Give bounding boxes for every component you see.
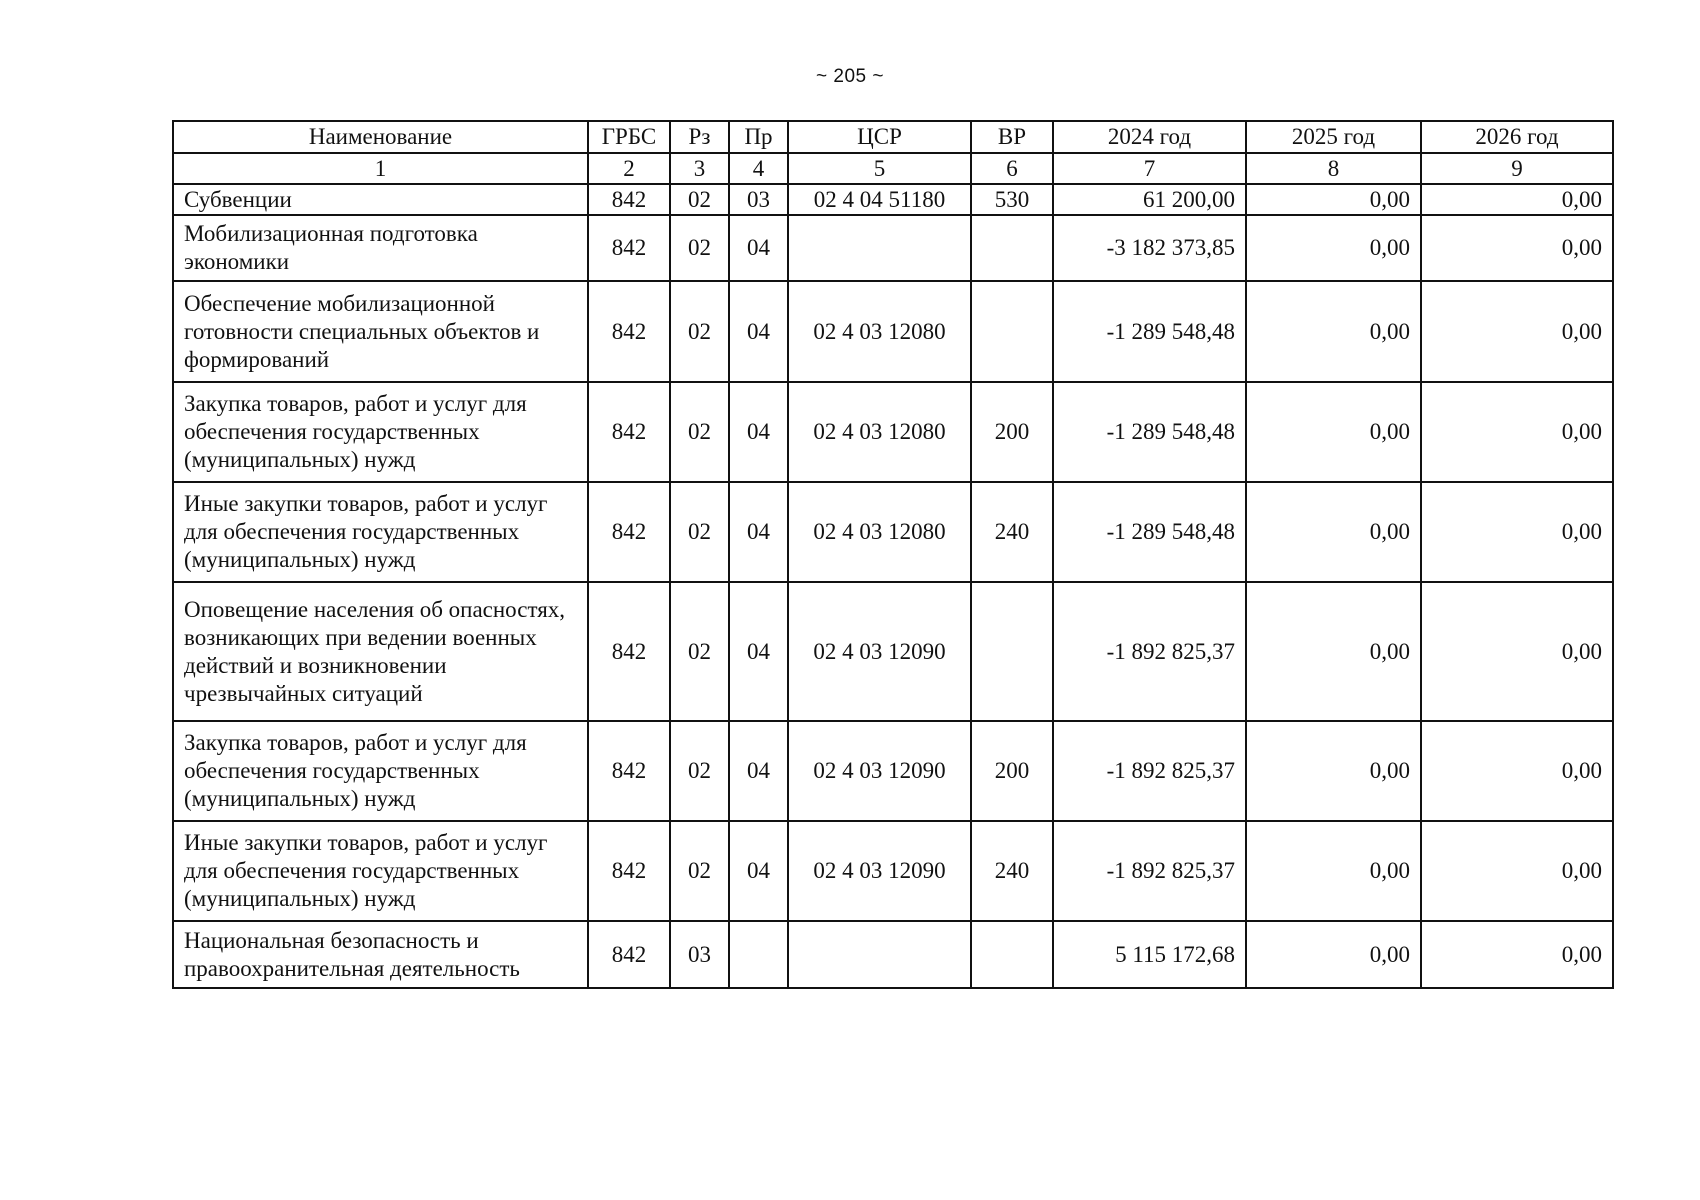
- table-row: [173, 821, 1613, 921]
- column-number: 1: [173, 153, 588, 184]
- table-row: [173, 281, 1613, 382]
- cell-grbs: 842: [588, 281, 670, 382]
- header-grbs: ГРБС: [588, 121, 670, 153]
- cell-csr: 02 4 03 12090: [788, 582, 971, 721]
- cell-name: Оповещение населения об опасностях, возникающих при ведении военных действий и возникновении чрезвычайных ситуаций: [173, 582, 588, 721]
- table-row: [173, 482, 1613, 582]
- cell-2026: 0,00: [1421, 921, 1613, 988]
- cell-2026: 0,00: [1421, 482, 1613, 582]
- cell-2025: 0,00: [1246, 921, 1421, 988]
- cell-rz: 03: [670, 921, 729, 988]
- cell-rz: 02: [670, 482, 729, 582]
- cell-name: Субвенции: [173, 184, 588, 215]
- cell-csr: 02 4 04 51180: [788, 184, 971, 215]
- cell-2026: 0,00: [1421, 281, 1613, 382]
- cell-grbs: 842: [588, 721, 670, 821]
- cell-rz: 02: [670, 215, 729, 281]
- cell-name: Национальная безопасность и правоохранительная деятельность: [173, 921, 588, 988]
- cell-pr: 04: [729, 215, 788, 281]
- cell-rz: 02: [670, 582, 729, 721]
- table-row: [173, 921, 1613, 988]
- cell-rz: 02: [670, 184, 729, 215]
- cell-vr: [971, 281, 1053, 382]
- cell-grbs: 842: [588, 215, 670, 281]
- column-number: 8: [1246, 153, 1421, 184]
- cell-2024: 5 115 172,68: [1053, 921, 1246, 988]
- cell-grbs: 842: [588, 821, 670, 921]
- cell-2024: -1 892 825,37: [1053, 821, 1246, 921]
- table-row: [173, 382, 1613, 482]
- cell-csr: 02 4 03 12090: [788, 821, 971, 921]
- cell-name: Закупка товаров, работ и услуг для обеспечения государственных (муниципальных) нужд: [173, 721, 588, 821]
- cell-vr: 200: [971, 721, 1053, 821]
- cell-2025: 0,00: [1246, 184, 1421, 215]
- cell-pr: [729, 921, 788, 988]
- header-name: Наименование: [173, 121, 588, 153]
- cell-pr: 04: [729, 382, 788, 482]
- column-number: 5: [788, 153, 971, 184]
- cell-name: Иные закупки товаров, работ и услуг для обеспечения государственных (муниципальных) нужд: [173, 482, 588, 582]
- table-row: [173, 184, 1613, 215]
- header-csr: ЦСР: [788, 121, 971, 153]
- table-row: [173, 215, 1613, 281]
- cell-rz: 02: [670, 382, 729, 482]
- table-row: [173, 721, 1613, 821]
- column-number-row: [173, 153, 1613, 184]
- cell-2024: -1 289 548,48: [1053, 482, 1246, 582]
- header-rz: Рз: [670, 121, 729, 153]
- cell-pr: 03: [729, 184, 788, 215]
- cell-csr: [788, 215, 971, 281]
- column-number: 3: [670, 153, 729, 184]
- cell-pr: 04: [729, 482, 788, 582]
- header-row: [173, 121, 1613, 153]
- cell-2025: 0,00: [1246, 215, 1421, 281]
- cell-2024: -1 892 825,37: [1053, 721, 1246, 821]
- cell-2026: 0,00: [1421, 721, 1613, 821]
- cell-csr: 02 4 03 12080: [788, 382, 971, 482]
- cell-rz: 02: [670, 281, 729, 382]
- cell-2026: 0,00: [1421, 821, 1613, 921]
- cell-grbs: 842: [588, 921, 670, 988]
- header-2024: 2024 год: [1053, 121, 1246, 153]
- cell-vr: 240: [971, 821, 1053, 921]
- cell-vr: [971, 582, 1053, 721]
- cell-pr: 04: [729, 821, 788, 921]
- table-row: [173, 582, 1613, 721]
- cell-pr: 04: [729, 582, 788, 721]
- cell-2024: 61 200,00: [1053, 184, 1246, 215]
- cell-2024: -1 289 548,48: [1053, 281, 1246, 382]
- column-number: 2: [588, 153, 670, 184]
- cell-vr: 240: [971, 482, 1053, 582]
- cell-2026: 0,00: [1421, 382, 1613, 482]
- cell-2024: -1 892 825,37: [1053, 582, 1246, 721]
- budget-table: [172, 120, 1614, 989]
- header-2026: 2026 год: [1421, 121, 1613, 153]
- header-2025: 2025 год: [1246, 121, 1421, 153]
- cell-2024: -3 182 373,85: [1053, 215, 1246, 281]
- page-number: ~ 205 ~: [816, 66, 884, 87]
- cell-2026: 0,00: [1421, 582, 1613, 721]
- cell-grbs: 842: [588, 184, 670, 215]
- cell-name: Обеспечение мобилизационной готовности специальных объектов и формирований: [173, 281, 588, 382]
- cell-vr: 200: [971, 382, 1053, 482]
- cell-2025: 0,00: [1246, 821, 1421, 921]
- column-number: 4: [729, 153, 788, 184]
- column-number: 6: [971, 153, 1053, 184]
- cell-name: Закупка товаров, работ и услуг для обеспечения государственных (муниципальных) нужд: [173, 382, 588, 482]
- cell-pr: 04: [729, 721, 788, 821]
- cell-vr: [971, 921, 1053, 988]
- cell-grbs: 842: [588, 582, 670, 721]
- cell-csr: 02 4 03 12080: [788, 482, 971, 582]
- cell-2025: 0,00: [1246, 482, 1421, 582]
- cell-name: Мобилизационная подготовка экономики: [173, 215, 588, 281]
- cell-csr: 02 4 03 12090: [788, 721, 971, 821]
- cell-rz: 02: [670, 721, 729, 821]
- cell-csr: [788, 921, 971, 988]
- cell-2025: 0,00: [1246, 382, 1421, 482]
- cell-2025: 0,00: [1246, 281, 1421, 382]
- cell-2026: 0,00: [1421, 184, 1613, 215]
- cell-2026: 0,00: [1421, 215, 1613, 281]
- cell-grbs: 842: [588, 482, 670, 582]
- cell-rz: 02: [670, 821, 729, 921]
- cell-2024: -1 289 548,48: [1053, 382, 1246, 482]
- column-number: 7: [1053, 153, 1246, 184]
- cell-vr: [971, 215, 1053, 281]
- column-number: 9: [1421, 153, 1613, 184]
- cell-2025: 0,00: [1246, 582, 1421, 721]
- header-pr: Пр: [729, 121, 788, 153]
- header-vr: ВР: [971, 121, 1053, 153]
- cell-csr: 02 4 03 12080: [788, 281, 971, 382]
- cell-2025: 0,00: [1246, 721, 1421, 821]
- cell-grbs: 842: [588, 382, 670, 482]
- cell-pr: 04: [729, 281, 788, 382]
- cell-vr: 530: [971, 184, 1053, 215]
- cell-name: Иные закупки товаров, работ и услуг для обеспечения государственных (муниципальных) нужд: [173, 821, 588, 921]
